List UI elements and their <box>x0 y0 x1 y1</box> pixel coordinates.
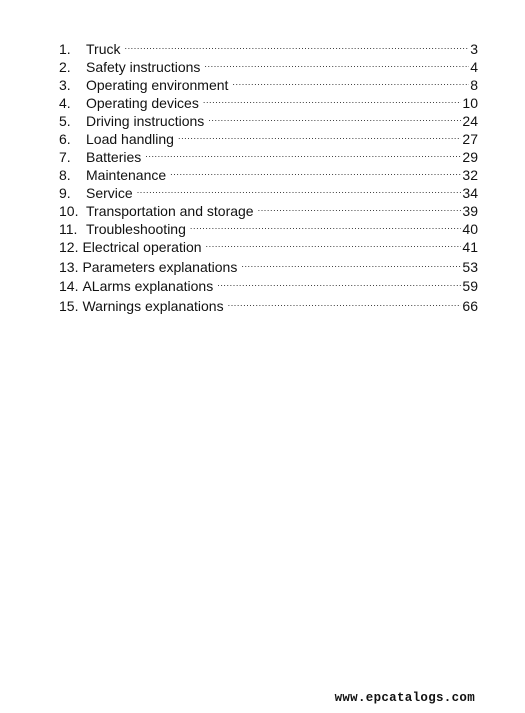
toc-entry-page: 4 <box>470 59 478 75</box>
table-of-contents <box>59 36 478 314</box>
toc-entry-page: 3 <box>470 41 478 57</box>
dot-leader <box>204 54 469 72</box>
toc-entry-title: Driving instructions <box>86 113 205 129</box>
toc-entry-number: 1. <box>59 41 71 57</box>
toc-entry-page: 24 <box>462 113 478 129</box>
toc-entry-title: Load handling <box>86 131 174 147</box>
dot-leader <box>241 252 461 272</box>
toc-entry-title: Operating environment <box>86 77 229 93</box>
dot-leader <box>228 291 462 311</box>
toc-entry-page: 32 <box>462 167 478 183</box>
toc-entry-page: 41 <box>462 239 478 255</box>
dot-leader <box>258 198 462 216</box>
dot-leader <box>203 90 462 108</box>
toc-entry-page: 27 <box>462 131 478 147</box>
toc-entry-safety-instructions[interactable] <box>59 54 478 75</box>
toc-entry-title: Electrical operation <box>82 239 202 255</box>
toc-entry-page: 29 <box>462 149 478 165</box>
toc-entry-number: 3. <box>59 77 71 93</box>
toc-entry-number: 6. <box>59 131 71 147</box>
toc-entry-truck[interactable] <box>59 36 478 57</box>
toc-entry-number: 12. <box>59 239 79 255</box>
toc-entry-title: Warnings explanations <box>82 297 224 314</box>
toc-entry-page: 59 <box>462 278 478 294</box>
toc-entry-title: Troubleshooting <box>86 221 186 237</box>
toc-entry-title: Safety instructions <box>86 59 201 75</box>
toc-entry-title: Transportation and storage <box>86 203 254 219</box>
toc-entry-page: 34 <box>462 185 478 201</box>
toc-entry-number: 2. <box>59 59 71 75</box>
toc-entry-page: 8 <box>470 77 478 93</box>
toc-entry-page: 66 <box>462 297 478 314</box>
toc-entry-title: Parameters explanations <box>82 258 238 275</box>
toc-entry-title: Batteries <box>86 149 142 165</box>
toc-entry-number: 11. <box>59 221 78 237</box>
toc-entry-title: ALarms explanations <box>82 278 214 294</box>
toc-entry-title: Truck <box>86 41 121 57</box>
toc-entry-number: 13. <box>59 258 79 275</box>
dot-leader <box>206 234 462 252</box>
toc-entry-number: 10. <box>59 203 79 219</box>
toc-entry-number: 8. <box>59 167 71 183</box>
toc-entry-title: Operating devices <box>86 95 199 111</box>
dot-leader <box>124 36 469 54</box>
toc-entry-number: 4. <box>59 95 71 111</box>
dot-leader <box>190 216 462 234</box>
toc-entry-number: 7. <box>59 149 71 165</box>
dot-leader <box>232 72 469 90</box>
toc-entry-title: Maintenance <box>86 167 167 183</box>
dot-leader <box>145 144 461 162</box>
toc-entry-page: 40 <box>462 221 478 237</box>
toc-entry-number: 9. <box>59 185 71 201</box>
toc-entry-number: 15. <box>59 297 79 314</box>
dot-leader <box>170 162 461 180</box>
toc-entry-page: 53 <box>462 258 478 275</box>
toc-entry-page: 39 <box>462 203 478 219</box>
watermark-url: www.epcatalogs.com <box>334 691 475 705</box>
toc-entry-page: 10 <box>462 95 478 111</box>
dot-leader <box>178 126 461 144</box>
dot-leader <box>137 180 462 198</box>
toc-entry-number: 5. <box>59 113 71 129</box>
toc-entry-title: Service <box>86 185 133 201</box>
dot-leader <box>208 108 461 126</box>
dot-leader <box>217 272 461 292</box>
toc-entry-number: 14. <box>59 278 79 294</box>
